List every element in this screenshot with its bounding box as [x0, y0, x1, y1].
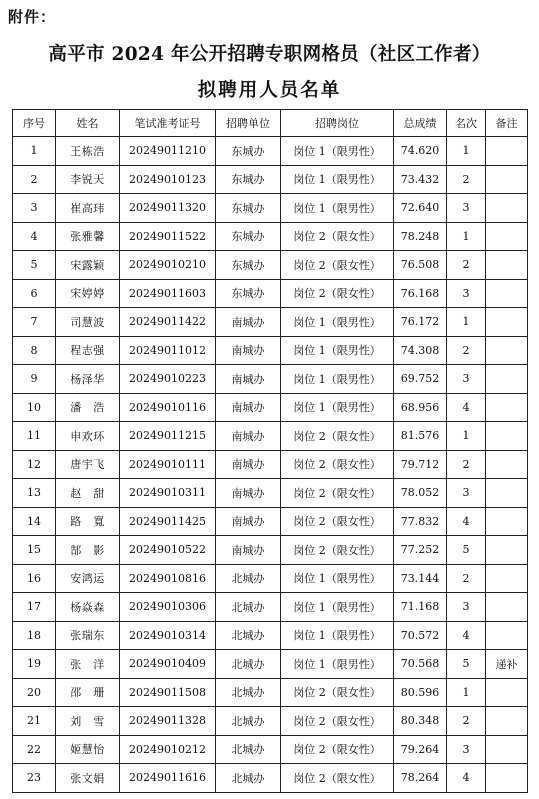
cell-name: 李锐天 [56, 165, 120, 194]
cell-remark [486, 422, 528, 451]
cell-score: 72.640 [394, 194, 447, 223]
cell-score: 80.348 [394, 707, 447, 736]
cell-seq: 2 [13, 165, 56, 194]
cell-score: 73.144 [394, 564, 447, 593]
header-unit: 招聘单位 [216, 110, 281, 137]
cell-remark [486, 308, 528, 337]
cell-name: 杨泽华 [56, 365, 120, 394]
table-row [13, 279, 528, 308]
cell-position: 岗位 1（限男性） [281, 593, 394, 622]
cell-seq: 13 [13, 479, 56, 508]
cell-rank: 1 [447, 422, 486, 451]
cell-seq: 21 [13, 707, 56, 736]
cell-unit: 北城办 [216, 678, 281, 707]
cell-rank: 1 [447, 308, 486, 337]
table-row [13, 365, 528, 394]
cell-remark [486, 707, 528, 736]
cell-seq: 1 [13, 137, 56, 166]
cell-unit: 东城办 [216, 165, 281, 194]
cell-rank: 3 [447, 479, 486, 508]
cell-unit: 北城办 [216, 564, 281, 593]
cell-position: 岗位 2（限女性） [281, 279, 394, 308]
cell-remark [486, 251, 528, 280]
cell-exam-no: 20249011215 [120, 422, 216, 451]
header-score: 总成绩 [394, 110, 447, 137]
cell-position: 岗位 1（限男性） [281, 165, 394, 194]
cell-position: 岗位 2（限女性） [281, 707, 394, 736]
cell-seq: 12 [13, 450, 56, 479]
cell-name: 王栋浩 [56, 137, 120, 166]
cell-position: 岗位 2（限女性） [281, 222, 394, 251]
cell-exam-no: 20249010210 [120, 251, 216, 280]
cell-position: 岗位 1（限男性） [281, 336, 394, 365]
cell-position: 岗位 2（限女性） [281, 450, 394, 479]
table-row [13, 393, 528, 422]
table-row [13, 621, 528, 650]
cell-remark [486, 479, 528, 508]
table-row [13, 507, 528, 536]
cell-name: 张雅馨 [56, 222, 120, 251]
cell-unit: 东城办 [216, 222, 281, 251]
cell-position: 岗位 1（限男性） [281, 137, 394, 166]
cell-unit: 南城办 [216, 536, 281, 565]
cell-remark [486, 536, 528, 565]
cell-rank: 1 [447, 222, 486, 251]
cell-score: 78.248 [394, 222, 447, 251]
cell-unit: 南城办 [216, 422, 281, 451]
cell-score: 68.956 [394, 393, 447, 422]
cell-rank: 5 [447, 536, 486, 565]
cell-exam-no: 20249011603 [120, 279, 216, 308]
cell-exam-no: 20249010111 [120, 450, 216, 479]
header-position: 招聘岗位 [281, 110, 394, 137]
cell-unit: 北城办 [216, 735, 281, 764]
cell-exam-no: 20249011320 [120, 194, 216, 223]
cell-position: 岗位 1（限男性） [281, 621, 394, 650]
cell-seq: 16 [13, 564, 56, 593]
cell-exam-no: 20249010816 [120, 564, 216, 593]
table-row [13, 764, 528, 793]
cell-seq: 10 [13, 393, 56, 422]
attachment-label: 附件： [8, 8, 57, 26]
cell-name: 司慧波 [56, 308, 120, 337]
header-rank: 名次 [447, 110, 486, 137]
cell-name: 宋婷婷 [56, 279, 120, 308]
cell-seq: 15 [13, 536, 56, 565]
cell-remark [486, 137, 528, 166]
cell-rank: 2 [447, 165, 486, 194]
cell-rank: 3 [447, 279, 486, 308]
cell-score: 77.832 [394, 507, 447, 536]
table-row [13, 422, 528, 451]
cell-position: 岗位 2（限女性） [281, 251, 394, 280]
table-row [13, 678, 528, 707]
cell-score: 74.620 [394, 137, 447, 166]
header-remark: 备注 [486, 110, 528, 137]
table-row [13, 308, 528, 337]
cell-name: 赵 甜 [56, 479, 120, 508]
cell-name: 程志强 [56, 336, 120, 365]
cell-name: 张 洋 [56, 650, 120, 679]
cell-seq: 4 [13, 222, 56, 251]
cell-exam-no: 20249011425 [120, 507, 216, 536]
header-exam-no: 笔试准考证号 [120, 110, 216, 137]
cell-score: 73.432 [394, 165, 447, 194]
cell-seq: 19 [13, 650, 56, 679]
cell-exam-no: 20249011422 [120, 308, 216, 337]
header-seq: 序号 [13, 110, 56, 137]
cell-rank: 2 [447, 251, 486, 280]
cell-score: 70.568 [394, 650, 447, 679]
cell-score: 80.596 [394, 678, 447, 707]
cell-name: 安鸿运 [56, 564, 120, 593]
cell-unit: 南城办 [216, 479, 281, 508]
cell-seq: 20 [13, 678, 56, 707]
cell-name: 张瑞东 [56, 621, 120, 650]
cell-remark [486, 678, 528, 707]
cell-unit: 东城办 [216, 137, 281, 166]
cell-rank: 3 [447, 365, 486, 394]
table-row [13, 479, 528, 508]
cell-seq: 14 [13, 507, 56, 536]
cell-unit: 南城办 [216, 336, 281, 365]
cell-unit: 东城办 [216, 194, 281, 223]
cell-name: 刘 雪 [56, 707, 120, 736]
cell-rank: 2 [447, 707, 486, 736]
cell-position: 岗位 1（限男性） [281, 393, 394, 422]
cell-position: 岗位 2（限女性） [281, 735, 394, 764]
table-header-row [13, 110, 528, 137]
cell-position: 岗位 2（限女性） [281, 678, 394, 707]
cell-rank: 2 [447, 564, 486, 593]
cell-unit: 东城办 [216, 279, 281, 308]
cell-exam-no: 20249010311 [120, 479, 216, 508]
cell-rank: 4 [447, 507, 486, 536]
cell-score: 77.252 [394, 536, 447, 565]
cell-score: 76.508 [394, 251, 447, 280]
cell-score: 81.576 [394, 422, 447, 451]
document-title: 高平市 2024 年公开招聘专职网格员（社区工作者） [48, 44, 491, 65]
cell-rank: 2 [447, 336, 486, 365]
cell-remark [486, 336, 528, 365]
cell-remark [486, 450, 528, 479]
cell-position: 岗位 1（限男性） [281, 564, 394, 593]
cell-position: 岗位 1（限男性） [281, 650, 394, 679]
cell-name: 杨焱森 [56, 593, 120, 622]
cell-position: 岗位 1（限男性） [281, 194, 394, 223]
cell-rank: 1 [447, 678, 486, 707]
cell-name: 潘 浩 [56, 393, 120, 422]
cell-rank: 3 [447, 194, 486, 223]
cell-remark [486, 222, 528, 251]
table-row [13, 336, 528, 365]
table-row [13, 593, 528, 622]
table-row [13, 222, 528, 251]
cell-unit: 南城办 [216, 365, 281, 394]
cell-unit: 东城办 [216, 251, 281, 280]
cell-remark [486, 621, 528, 650]
table-row [13, 251, 528, 280]
cell-position: 岗位 1（限男性） [281, 365, 394, 394]
table-row [13, 450, 528, 479]
cell-remark [486, 735, 528, 764]
cell-seq: 3 [13, 194, 56, 223]
cell-unit: 北城办 [216, 621, 281, 650]
cell-remark [486, 165, 528, 194]
cell-score: 78.264 [394, 764, 447, 793]
cell-position: 岗位 2（限女性） [281, 507, 394, 536]
table-row [13, 137, 528, 166]
cell-name: 路 寬 [56, 507, 120, 536]
table-row [13, 194, 528, 223]
cell-seq: 6 [13, 279, 56, 308]
cell-remark [486, 194, 528, 223]
cell-score: 76.168 [394, 279, 447, 308]
cell-seq: 7 [13, 308, 56, 337]
cell-name: 郜 影 [56, 536, 120, 565]
cell-exam-no: 20249011328 [120, 707, 216, 736]
cell-position: 岗位 2（限女性） [281, 764, 394, 793]
table-row [13, 735, 528, 764]
hire-list-table [12, 109, 528, 793]
cell-seq: 5 [13, 251, 56, 280]
table-row [13, 165, 528, 194]
cell-seq: 18 [13, 621, 56, 650]
cell-remark: 递补 [486, 650, 528, 679]
cell-seq: 22 [13, 735, 56, 764]
cell-name: 姬慧怡 [56, 735, 120, 764]
cell-unit: 北城办 [216, 764, 281, 793]
cell-rank: 1 [447, 137, 486, 166]
cell-unit: 北城办 [216, 593, 281, 622]
table-row [13, 650, 528, 679]
cell-exam-no: 20249010223 [120, 365, 216, 394]
cell-exam-no: 20249010409 [120, 650, 216, 679]
cell-seq: 8 [13, 336, 56, 365]
cell-exam-no: 20249010123 [120, 165, 216, 194]
document-subtitle: 拟聘用人员名单 [197, 80, 342, 101]
cell-unit: 北城办 [216, 707, 281, 736]
header-name: 姓名 [56, 110, 120, 137]
cell-rank: 2 [447, 450, 486, 479]
table-row [13, 536, 528, 565]
cell-seq: 23 [13, 764, 56, 793]
cell-score: 78.052 [394, 479, 447, 508]
cell-exam-no: 20249011210 [120, 137, 216, 166]
cell-seq: 11 [13, 422, 56, 451]
cell-unit: 南城办 [216, 450, 281, 479]
cell-name: 张文娟 [56, 764, 120, 793]
cell-name: 邵 珊 [56, 678, 120, 707]
cell-rank: 4 [447, 393, 486, 422]
cell-score: 71.168 [394, 593, 447, 622]
cell-unit: 北城办 [216, 650, 281, 679]
cell-seq: 17 [13, 593, 56, 622]
cell-remark [486, 393, 528, 422]
cell-score: 70.572 [394, 621, 447, 650]
cell-name: 崔高玮 [56, 194, 120, 223]
cell-remark [486, 593, 528, 622]
cell-rank: 3 [447, 735, 486, 764]
cell-exam-no: 20249010116 [120, 393, 216, 422]
cell-position: 岗位 2（限女性） [281, 422, 394, 451]
cell-exam-no: 20249011012 [120, 336, 216, 365]
cell-seq: 9 [13, 365, 56, 394]
cell-exam-no: 20249010314 [120, 621, 216, 650]
cell-remark [486, 764, 528, 793]
cell-position: 岗位 1（限男性） [281, 308, 394, 337]
cell-exam-no: 20249011508 [120, 678, 216, 707]
cell-unit: 南城办 [216, 393, 281, 422]
cell-position: 岗位 2（限女性） [281, 536, 394, 565]
cell-score: 76.172 [394, 308, 447, 337]
cell-exam-no: 20249011616 [120, 764, 216, 793]
cell-exam-no: 20249010522 [120, 536, 216, 565]
cell-unit: 南城办 [216, 507, 281, 536]
cell-exam-no: 20249010212 [120, 735, 216, 764]
cell-score: 74.308 [394, 336, 447, 365]
cell-score: 69.752 [394, 365, 447, 394]
cell-name: 宋露颖 [56, 251, 120, 280]
cell-rank: 5 [447, 650, 486, 679]
cell-exam-no: 20249010306 [120, 593, 216, 622]
cell-rank: 3 [447, 593, 486, 622]
cell-remark [486, 365, 528, 394]
cell-remark [486, 564, 528, 593]
cell-score: 79.264 [394, 735, 447, 764]
cell-name: 唐宇飞 [56, 450, 120, 479]
cell-unit: 南城办 [216, 308, 281, 337]
cell-remark [486, 279, 528, 308]
table-row [13, 564, 528, 593]
cell-position: 岗位 2（限女性） [281, 479, 394, 508]
table-row [13, 707, 528, 736]
cell-name: 申欢环 [56, 422, 120, 451]
cell-score: 79.712 [394, 450, 447, 479]
cell-rank: 4 [447, 621, 486, 650]
cell-exam-no: 20249011522 [120, 222, 216, 251]
cell-remark [486, 507, 528, 536]
cell-rank: 4 [447, 764, 486, 793]
